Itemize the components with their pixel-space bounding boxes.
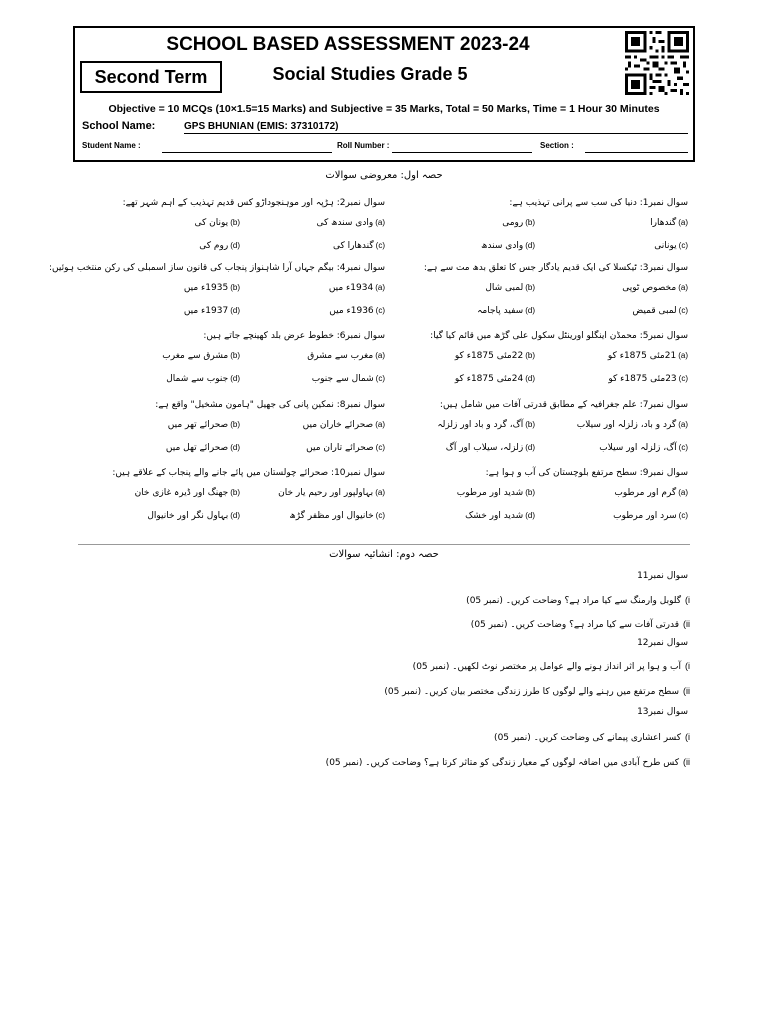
option-text: جنوب سے شمال [166, 374, 229, 384]
option-marker: (d) [230, 374, 240, 383]
mcq-question: سوال نمبر9: سطح مرتفع بلوچستان کی آب و ہوا ہے: [485, 468, 688, 478]
mcq-question: سوال نمبر7: علم جغرافیہ کے مطابق قدرتی آفات میں شامل ہیں: [439, 400, 688, 410]
option-marker: (d) [230, 511, 240, 520]
mcq-option [599, 443, 688, 453]
item-text: قدرتی آفات سے کیا مراد ہے؟ وضاحت کریں۔ (نمبر 05) [470, 620, 679, 630]
mcq-option [306, 443, 385, 453]
option-text: وادی سندھ [481, 241, 524, 251]
option-text: لمبی شال [485, 283, 524, 293]
option-marker: (d) [525, 306, 535, 315]
mcq-option [622, 283, 688, 293]
option-marker: (c) [375, 374, 385, 383]
option-marker: (a) [375, 283, 385, 292]
option-text: بہاولپور اور رحیم یار خان [278, 488, 374, 498]
mcq-option [654, 241, 688, 251]
option-text: بہاول نگر اور خانیوال [147, 511, 229, 521]
subjective-item [494, 732, 690, 743]
mcq-option [485, 283, 535, 293]
mcq-option [437, 420, 535, 430]
item-text: کس طرح آبادی میں اضافہ لوگوں کے معیار زندگی کو متاثر کرتا ہے؟ وضاحت کریں۔ (نمبر 05) [325, 758, 679, 768]
mcq-option [455, 374, 535, 384]
mcq-option [135, 488, 240, 498]
option-marker: (b) [230, 488, 240, 497]
option-marker: (d) [230, 443, 240, 452]
subjective-item [384, 686, 690, 697]
mcq-option [199, 241, 240, 251]
mcq-option [168, 420, 240, 430]
option-text: 21مئی 1875ء کو [607, 351, 677, 361]
section-field[interactable] [585, 152, 688, 153]
option-text: گندھارا کی [332, 241, 374, 251]
subjective-question-heading: سوال نمبر12 [637, 638, 688, 648]
mcq-option [481, 241, 535, 251]
item-text: سطح مرتفع میں رہنے والے لوگوں کا طرز زندگی مختصر بیان کریں۔ (نمبر 05) [384, 687, 679, 697]
mcq-option [608, 374, 688, 384]
term-label: Second Term [80, 61, 222, 93]
option-marker: (c) [375, 241, 385, 250]
mcq-option [333, 241, 385, 251]
option-marker: (c) [375, 511, 385, 520]
option-marker: (b) [230, 218, 240, 227]
subjective-question-heading: سوال نمبر11 [637, 571, 688, 581]
mcq-option [329, 306, 385, 316]
item-marker: ii) [683, 619, 690, 629]
option-marker: (c) [678, 511, 688, 520]
part2-title: حصہ دوم: انشائیہ سوالات [329, 549, 439, 560]
mcq-option [457, 488, 535, 498]
mcq-option [446, 443, 535, 453]
subject-title: Social Studies Grade 5 [272, 64, 468, 84]
option-marker: (b) [230, 283, 240, 292]
option-text: سرد اور مرطوب [613, 511, 677, 521]
section-divider [78, 544, 690, 545]
option-text: گندھارا [650, 218, 677, 228]
option-marker: (b) [525, 420, 535, 429]
student-name-label: Student Name : [82, 141, 141, 150]
option-text: 1935ء میں [183, 283, 229, 293]
option-marker: (d) [525, 443, 535, 452]
mcq-question: سوال نمبر10: صحرائے چولستان میں پائے جانے والے پنجاب کے علاقے ہیں: [112, 468, 385, 478]
option-marker: (a) [678, 351, 688, 360]
school-name-line [184, 133, 688, 134]
option-text: آگ، گرد و باد اور زلزلہ [437, 420, 524, 430]
option-text: گرد و باد، زلزلہ اور سیلاب [576, 420, 677, 430]
option-text: صحرائے تھر میں [167, 420, 229, 430]
mcq-option [278, 488, 385, 498]
mcq-option [613, 511, 688, 521]
mcq-question: سوال نمبر5: محمڈن اینگلو اورینٹل سکول علی گڑھ میں قائم کیا گیا: [430, 331, 688, 341]
option-marker: (a) [375, 351, 385, 360]
item-marker: ii) [683, 686, 690, 696]
option-text: صحرائے تاران میں [306, 443, 374, 453]
option-marker: (a) [375, 488, 385, 497]
mcq-option [465, 511, 535, 521]
qr-code-icon [625, 31, 689, 95]
mcq-option [317, 218, 385, 228]
option-text: گرم اور مرطوب [614, 488, 677, 498]
subjective-item [413, 661, 690, 672]
mcq-option [312, 374, 385, 384]
option-text: 23مئی 1875ء کو [608, 374, 677, 384]
mcq-option [329, 283, 385, 293]
subjective-item [326, 757, 690, 768]
item-marker: ii) [683, 757, 690, 767]
roll-number-label: Roll Number : [337, 141, 390, 150]
option-marker: (a) [375, 218, 385, 227]
option-marker: (d) [525, 241, 535, 250]
mcq-option [307, 351, 385, 361]
mcq-option [614, 488, 688, 498]
option-marker: (b) [525, 218, 535, 227]
option-text: 1937ء میں [183, 306, 229, 316]
roll-number-field[interactable] [392, 152, 532, 153]
school-name-value: GPS BHUNIAN (EMIS: 37310172) [184, 121, 339, 132]
option-marker: (d) [230, 241, 240, 250]
option-text: لمبی قمیض [632, 306, 677, 316]
option-text: 22مئی 1875ء کو [454, 351, 524, 361]
option-marker: (c) [678, 443, 688, 452]
option-marker: (a) [678, 283, 688, 292]
exam-title: SCHOOL BASED ASSESSMENT 2023-24 [166, 34, 530, 55]
option-text: مخصوص ٹوپی [622, 283, 677, 293]
option-text: شمال سے جنوب [311, 374, 374, 384]
mcq-option [650, 218, 688, 228]
option-marker: (b) [525, 488, 535, 497]
subjective-question-heading: سوال نمبر13 [637, 707, 688, 717]
mcq-option [147, 511, 240, 521]
mcq-question: سوال نمبر8: نمکین پانی کی جھیل "ہامون مشخیل" واقع ہے: [155, 400, 385, 410]
item-marker: i) [685, 732, 690, 742]
mcq-option [577, 420, 688, 430]
option-text: شدید اور مرطوب [456, 488, 524, 498]
mcq-option [184, 283, 240, 293]
option-text: جھنگ اور ڈیرہ غازی خان [134, 488, 229, 498]
mcq-question: سوال نمبر3: ٹیکسلا کی ایک قدیم یادگار جس کا تعلق بدھ مت سے ہے: [423, 263, 688, 273]
mcq-option [166, 374, 240, 384]
option-marker: (a) [678, 488, 688, 497]
option-text: مشرق سے مغرب [162, 351, 229, 361]
option-text: 1936ء میں [329, 306, 374, 316]
option-marker: (a) [678, 218, 688, 227]
item-text: آب و ہوا پر اثر انداز ہونے والے عوامل پر مختصر نوٹ لکھیں۔ (نمبر 05) [412, 662, 681, 672]
option-text: صحرائے خاران میں [302, 420, 374, 430]
option-marker: (b) [525, 351, 535, 360]
marks-info: Objective = 10 MCQs (10×1.5=15 Marks) and Subjective = 35 Marks, Total = 50 Marks, Time = 1 Hour 30 Minutes [108, 103, 660, 115]
mcq-option [162, 351, 240, 361]
mcq-option [289, 511, 385, 521]
mcq-option [608, 351, 688, 361]
option-marker: (b) [230, 420, 240, 429]
option-text: وادی سندھ کی [316, 218, 374, 228]
item-text: گلوبل وارمنگ سے کیا مراد ہے؟ وضاحت کریں۔ (نمبر 05) [466, 596, 681, 606]
item-marker: i) [685, 595, 690, 605]
mcq-option [303, 420, 385, 430]
option-marker: (a) [678, 420, 688, 429]
student-name-field[interactable] [162, 152, 332, 153]
mcq-question: سوال نمبر4: بیگم جہاں آرا شاہنواز پنجاب کی قانون ساز اسمبلی کی رکن منتخب ہوئیں: [48, 263, 385, 273]
option-text: مغرب سے مشرق [307, 351, 374, 361]
mcq-option [477, 306, 535, 316]
option-text: رومی [502, 218, 524, 228]
section-label: Section : [540, 141, 574, 150]
option-text: صحرائے تھل میں [165, 443, 229, 453]
option-text: خانیوال اور مظفر گڑھ [289, 511, 374, 521]
option-marker: (c) [678, 306, 688, 315]
option-marker: (c) [678, 374, 688, 383]
option-text: یونانی [654, 241, 677, 251]
option-text: زلزلہ، سیلاب اور آگ [445, 443, 524, 453]
option-text: روم کی [199, 241, 229, 251]
option-marker: (c) [375, 443, 385, 452]
mcq-question: سوال نمبر6: خطوط عرض بلد کھینچے جاتے ہیں: [203, 331, 385, 341]
subjective-item [466, 595, 690, 606]
mcq-option [502, 218, 535, 228]
option-marker: (d) [525, 374, 535, 383]
item-marker: i) [685, 661, 690, 671]
option-marker: (b) [525, 283, 535, 292]
mcq-option [632, 306, 688, 316]
option-text: 24مئی 1875ء کو [454, 374, 524, 384]
option-marker: (a) [375, 420, 385, 429]
option-text: 1934ء میں [328, 283, 374, 293]
option-text: یونان کی [194, 218, 229, 228]
mcq-question: سوال نمبر1: دنیا کی سب سے پرانی تہذیب ہے: [509, 198, 688, 208]
mcq-option [166, 443, 240, 453]
option-text: سفید پاجامہ [477, 306, 524, 316]
mcq-option [184, 306, 240, 316]
mcq-option [195, 218, 240, 228]
mcq-option [455, 351, 535, 361]
option-marker: (b) [230, 351, 240, 360]
option-marker: (c) [375, 306, 385, 315]
option-text: شدید اور خشک [465, 511, 524, 521]
subjective-item [471, 619, 690, 630]
school-name-label: School Name: [82, 120, 156, 132]
option-marker: (d) [525, 511, 535, 520]
mcq-question: سوال نمبر2: ہڑپہ اور موہنجوداڑو کس قدیم تہذیب کے اہم شہر تھے: [122, 198, 385, 208]
option-marker: (d) [230, 306, 240, 315]
option-text: آگ، زلزلہ اور سیلاب [599, 443, 677, 453]
item-text: کسر اعشاری پیمانے کی وضاحت کریں۔ (نمبر 05) [494, 733, 681, 743]
option-marker: (c) [678, 241, 688, 250]
part1-title: حصہ اول: معروضی سوالات [325, 170, 443, 181]
